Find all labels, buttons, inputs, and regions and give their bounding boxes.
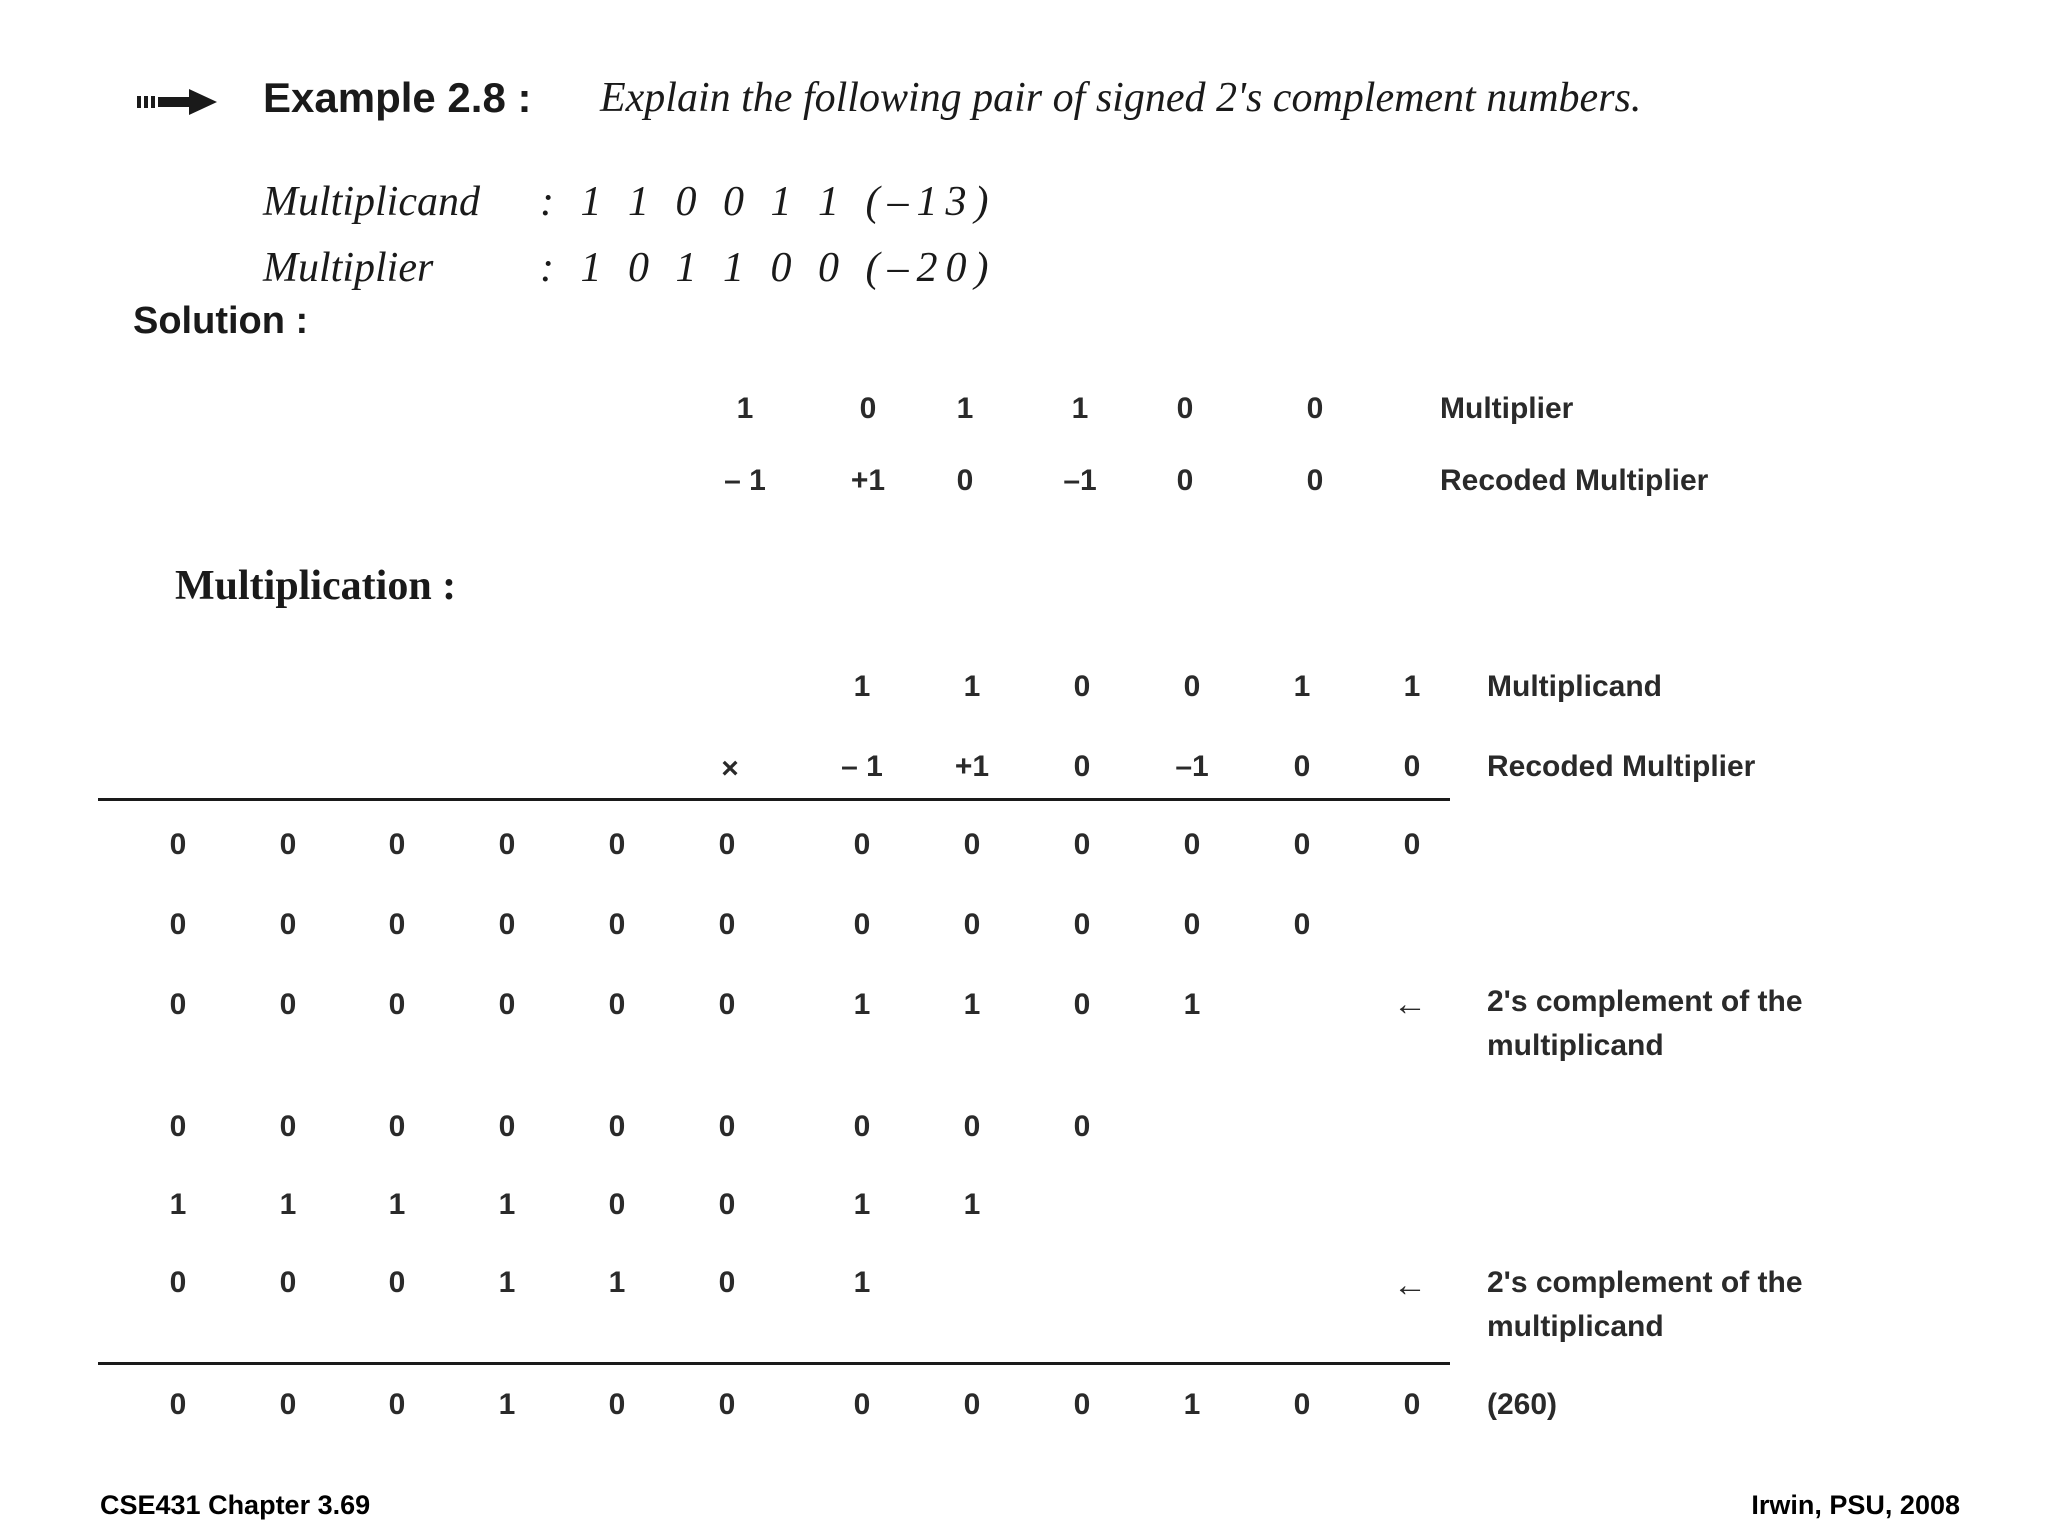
partial-product-bit: 0 — [1073, 908, 1091, 941]
recoding-multiplier-bit: 1 — [736, 392, 754, 425]
multiplicand-label: Multiplicand — [263, 179, 480, 225]
partial-product-bit: 0 — [388, 988, 406, 1021]
result-bit: 0 — [718, 1388, 736, 1421]
partial-product-bit: 0 — [608, 828, 626, 861]
partial-product-bit: 0 — [1293, 908, 1311, 941]
left-arrow-icon: ← — [1393, 1266, 1427, 1304]
recoding-multiplier-bit: 1 — [956, 392, 974, 425]
recoding-multiplier-bit: 0 — [1176, 392, 1194, 425]
result-bit: 0 — [853, 1388, 871, 1421]
partial-product-bit: 0 — [498, 908, 516, 941]
recoding-recoded-digit: – 1 — [724, 464, 766, 497]
recoding-recoded-label: Recoded Multiplier — [1440, 464, 1709, 497]
partial-product-bit: 0 — [1073, 1110, 1091, 1143]
partial-product-bit: 1 — [498, 1188, 516, 1221]
footer-left: CSE431 Chapter 3.69 — [100, 1490, 371, 1520]
partial-product-bit: 0 — [608, 1110, 626, 1143]
partial-product-bit: 1 — [963, 1188, 981, 1221]
multiplicand-bit: 0 — [1073, 670, 1091, 703]
partial-product-bit: 0 — [1183, 828, 1201, 861]
recoded-row-label: Recoded Multiplier — [1487, 750, 1756, 783]
recoding-recoded-digit: 0 — [1176, 464, 1194, 497]
partial-product-bit: 1 — [388, 1188, 406, 1221]
partial-product-bit: 0 — [853, 908, 871, 941]
partial-product-bit: 1 — [963, 988, 981, 1021]
partial-note-2: 2's complement of the multiplicand — [1487, 1266, 1803, 1343]
partial-product-bit: 0 — [1403, 828, 1421, 861]
partial-product-bit: 0 — [388, 828, 406, 861]
partial-product-bit: 0 — [1073, 988, 1091, 1021]
solution-heading: Solution : — [133, 300, 309, 342]
partial-product-bit: 0 — [279, 828, 297, 861]
partial-product-bit: 0 — [1293, 828, 1311, 861]
multiplicand-bit: 1 — [963, 670, 981, 703]
result-bit: 0 — [169, 1388, 187, 1421]
partial-product-bit: 0 — [963, 908, 981, 941]
partial-product-bit: 0 — [169, 1110, 187, 1143]
double-arrow-right-icon — [137, 88, 217, 116]
result-bit: 0 — [963, 1388, 981, 1421]
partial-product-bit: 1 — [853, 1188, 871, 1221]
partial-product-bit: 0 — [169, 988, 187, 1021]
partial-product-bit: 0 — [718, 1110, 736, 1143]
partial-product-bit: 0 — [498, 828, 516, 861]
multiplier-value: : 1 0 1 1 0 0 (–20) — [540, 245, 997, 291]
recoded-digit: 0 — [1403, 750, 1421, 783]
partial-product-bit: 0 — [718, 1188, 736, 1221]
partial-product-bit: 0 — [963, 828, 981, 861]
top-divider — [98, 798, 1450, 801]
partial-note-1: 2's complement of the multiplicand — [1487, 985, 1803, 1062]
partial-product-bit: 0 — [279, 908, 297, 941]
partial-product-bit: 1 — [1183, 988, 1201, 1021]
partial-product-bit: 0 — [279, 1110, 297, 1143]
partial-product-bit: 0 — [169, 908, 187, 941]
multiplicand-bit: 1 — [1403, 670, 1421, 703]
recoding-multiplier-bit: 0 — [1306, 392, 1324, 425]
partial-product-bit: 0 — [388, 1266, 406, 1299]
multiplicand-bit: 0 — [1183, 670, 1201, 703]
partial-product-bit: 1 — [853, 988, 871, 1021]
recoded-digit: –1 — [1175, 750, 1209, 783]
partial-product-bit: 0 — [279, 988, 297, 1021]
recoded-digit: 0 — [1293, 750, 1311, 783]
footer-right: Irwin, PSU, 2008 — [1751, 1490, 1960, 1520]
result-bit: 0 — [1293, 1388, 1311, 1421]
partial-product-bit: 1 — [608, 1266, 626, 1299]
partial-product-bit: 1 — [498, 1266, 516, 1299]
recoding-recoded-digit: +1 — [850, 464, 886, 497]
result-bit: 0 — [1073, 1388, 1091, 1421]
example-text: Explain the following pair of signed 2's complement numbers. — [600, 75, 1642, 121]
recoding-multiplier-bit: 0 — [859, 392, 877, 425]
partial-product-bit: 0 — [853, 828, 871, 861]
result-note: (260) — [1487, 1388, 1558, 1421]
partial-product-bit: 0 — [718, 988, 736, 1021]
partial-product-bit: 0 — [498, 1110, 516, 1143]
partial-product-bit: 0 — [718, 1266, 736, 1299]
partial-product-bit: 0 — [169, 1266, 187, 1299]
recoded-digit: +1 — [954, 750, 990, 783]
partial-product-bit: 0 — [1073, 828, 1091, 861]
partial-product-bit: 0 — [608, 908, 626, 941]
partial-product-bit: 0 — [169, 828, 187, 861]
partial-product-bit: 1 — [853, 1266, 871, 1299]
times-sign: × — [721, 752, 739, 785]
result-bit: 0 — [388, 1388, 406, 1421]
partial-product-bit: 0 — [1183, 908, 1201, 941]
result-bit: 0 — [608, 1388, 626, 1421]
multiplier-label: Multiplier — [263, 245, 434, 291]
result-bit: 0 — [1403, 1388, 1421, 1421]
partial-product-bit: 1 — [279, 1188, 297, 1221]
result-divider — [98, 1362, 1450, 1365]
partial-product-bit: 0 — [388, 908, 406, 941]
left-arrow-icon: ← — [1393, 985, 1427, 1023]
result-bit: 0 — [279, 1388, 297, 1421]
recoding-recoded-digit: 0 — [956, 464, 974, 497]
partial-product-bit: 0 — [388, 1110, 406, 1143]
example-label: Example 2.8 : — [263, 74, 532, 121]
partial-product-bit: 0 — [718, 828, 736, 861]
partial-product-bit: 1 — [169, 1188, 187, 1221]
result-bit: 1 — [498, 1388, 516, 1421]
recoding-multiplier-bit: 1 — [1071, 392, 1089, 425]
partial-product-bit: 0 — [279, 1266, 297, 1299]
partial-product-bit: 0 — [963, 1110, 981, 1143]
recoded-digit: – 1 — [841, 750, 883, 783]
recoding-recoded-digit: 0 — [1306, 464, 1324, 497]
multiplicand-value: : 1 1 0 0 1 1 (–13) — [540, 179, 997, 225]
recoded-digit: 0 — [1073, 750, 1091, 783]
multiplication-heading: Multiplication : — [175, 563, 457, 609]
partial-product-bit: 0 — [718, 908, 736, 941]
recoding-recoded-digit: –1 — [1063, 464, 1097, 497]
partial-product-bit: 0 — [608, 988, 626, 1021]
multiplicand-bit: 1 — [853, 670, 871, 703]
partial-product-bit: 0 — [498, 988, 516, 1021]
result-bit: 1 — [1183, 1388, 1201, 1421]
multiplicand-row-label: Multiplicand — [1487, 670, 1662, 703]
multiplicand-bit: 1 — [1293, 670, 1311, 703]
partial-product-bit: 0 — [608, 1188, 626, 1221]
partial-product-bit: 0 — [853, 1110, 871, 1143]
recoding-multiplier-label: Multiplier — [1440, 392, 1574, 425]
